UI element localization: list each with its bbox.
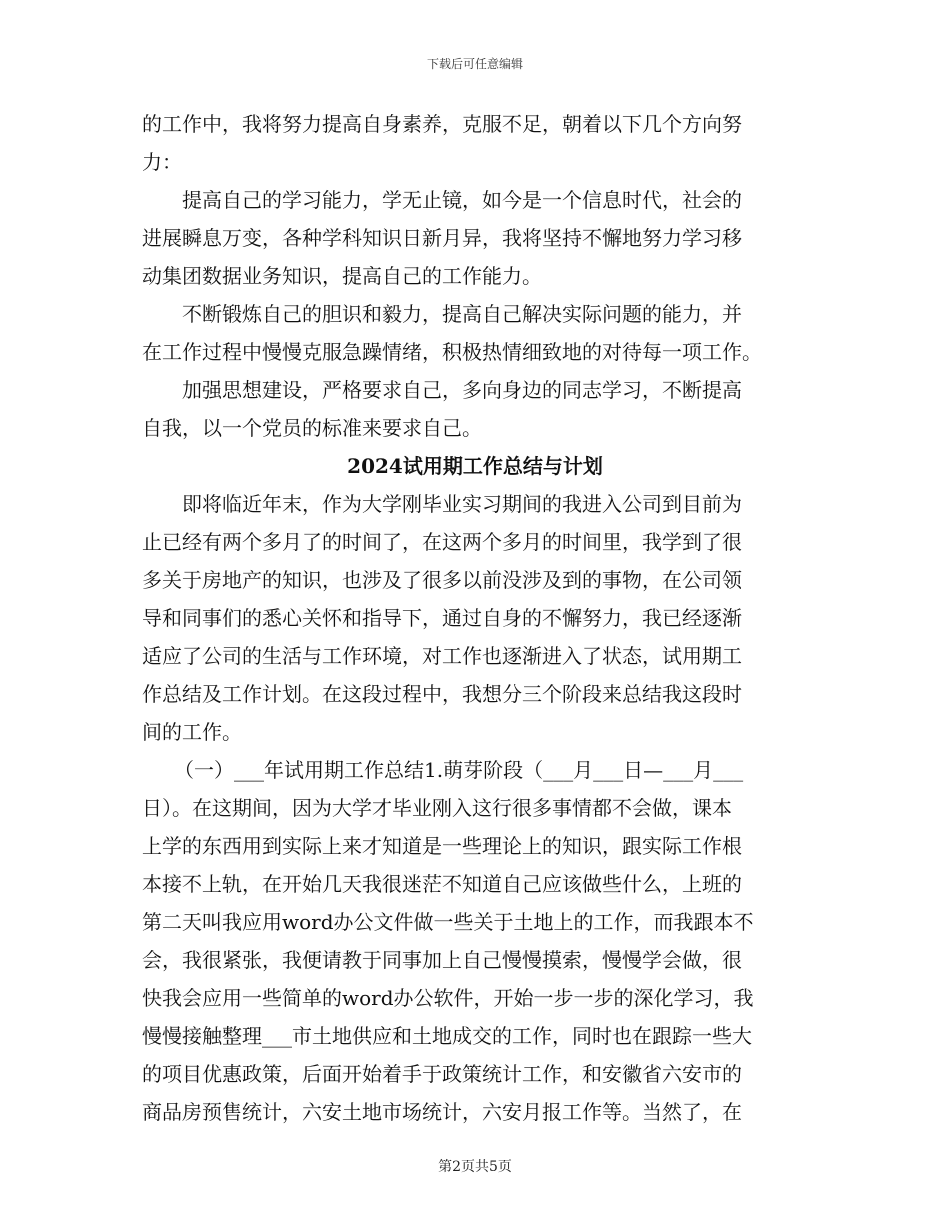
paragraph-line: 多关于房地产的知识，也涉及了很多以前没涉及到的事物，在公司领 [142,568,742,592]
paragraph-line: 快我会应用一些简单的word办公软件，开始一步一步的深化学习，我 [142,986,754,1010]
paragraph-line: 慢慢接触整理___市土地供应和土地成交的工作，同时也在跟踪一些大 [142,1024,752,1048]
paragraph-line: 自我，以一个党员的标准来要求自己。 [142,416,482,440]
paragraph-line: 不断锻炼自己的胆识和毅力，提高自己解决实际问题的能力，并 [182,302,742,326]
paragraph-line: 适应了公司的生活与工作环境，对工作也逐渐进入了状态，试用期工 [142,644,742,668]
paragraph-line: 止已经有两个多月了的时间了，在这两个多月的时间里，我学到了很 [142,530,742,554]
paragraph-line: 作总结及工作计划。在这段过程中，我想分三个阶段来总结我这段时 [142,682,742,706]
paragraph-line: 在工作过程中慢慢克服急躁情绪，积极热情细致地的对待每一项工作。 [142,340,762,364]
page-header: 下载后可任意编辑 [426,57,523,71]
paragraph-line: 日）。在这期间，因为大学才毕业刚入这行很多事情都不会做，课本 [142,796,732,820]
paragraph-line: 第二天叫我应用word办公文件做一些关于土地上的工作，而我跟本不 [142,910,754,934]
paragraph-line: 加强思想建设，严格要求自己，多向身边的同志学习，不断提高 [182,378,742,402]
paragraph-line: 本接不上轨，在开始几天我很迷茫不知道自己应该做些什么，上班的 [142,872,742,896]
page-footer: 第2页共5页 [438,1159,512,1175]
section-title: 2024试用期工作总结与计划 [347,454,603,478]
paragraph-line: 进展瞬息万变，各种学科知识日新月异，我将坚持不懈地努力学习移 [142,226,742,250]
paragraph-line: 商品房预售统计，六安土地市场统计，六安月报工作等。当然了，在 [142,1100,742,1124]
paragraph-line: 导和同事们的悉心关怀和指导下，通过自身的不懈努力，我已经逐渐 [142,606,742,630]
paragraph-line: 间的工作。 [142,720,242,744]
paragraph-line: 上学的东西用到实际上来才知道是一些理论上的知识，跟实际工作根 [142,834,742,858]
paragraph-line: 力： [142,150,182,174]
paragraph-line: 会，我很紧张，我便请教于同事加上自己慢慢摸索，慢慢学会做，很 [142,948,742,972]
paragraph-line: 的项目优惠政策，后面开始着手于政策统计工作，和安徽省六安市的 [142,1062,742,1086]
paragraph-line: 即将临近年末，作为大学刚毕业实习期间的我进入公司到目前为 [182,492,742,516]
paragraph-line: 的工作中，我将努力提高自身素养，克服不足，朝着以下几个方向努 [142,112,742,136]
paragraph-line: 提高自己的学习能力，学无止镜，如今是一个信息时代，社会的 [182,188,742,212]
paragraph-line: （一）___年试用期工作总结1.萌芽阶段（___月___日—___月___ [174,758,744,782]
paragraph-line: 动集团数据业务知识，提高自己的工作能力。 [142,264,542,288]
document-body [142,105,808,1131]
